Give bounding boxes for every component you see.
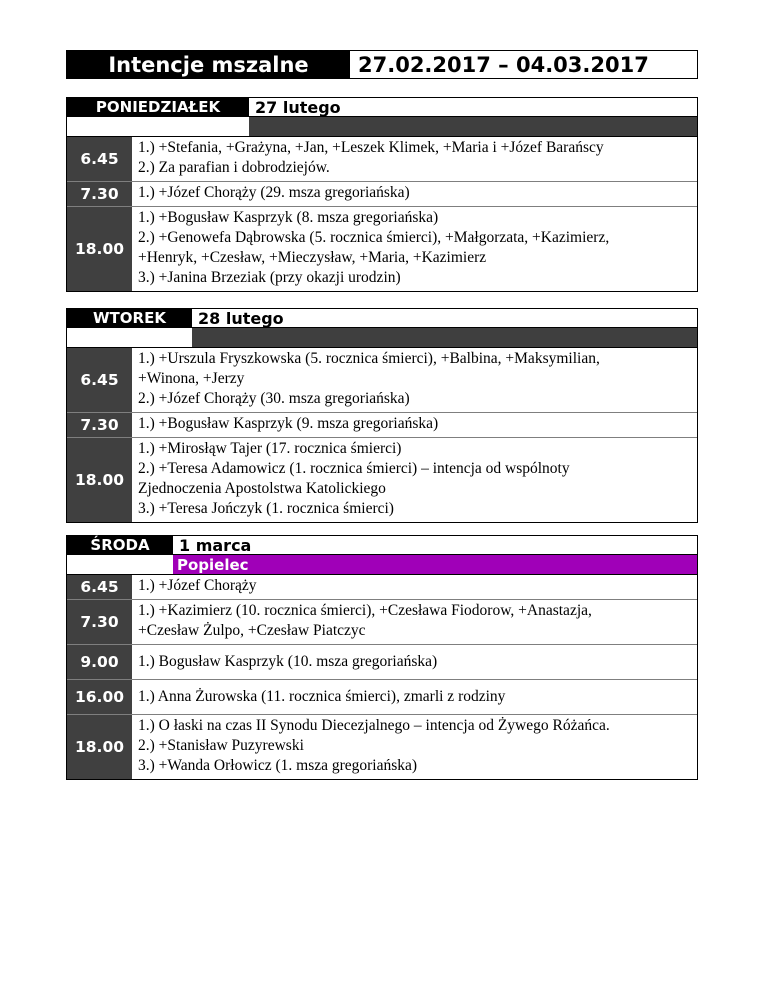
mass-time: 18.00	[67, 207, 132, 291]
day-name: ŚRODA	[67, 536, 173, 554]
mass-row	[67, 348, 697, 413]
day-header-bar	[192, 328, 697, 347]
mass-time: 18.00	[67, 438, 132, 522]
mass-intentions: 1.) +Józef Chorąży (29. msza gregoriańska)	[138, 184, 410, 201]
mass-time: 7.30	[67, 600, 132, 644]
mass-time: 9.00	[67, 645, 132, 679]
date-range: 27.02.2017 – 04.03.2017	[358, 52, 649, 77]
mass-intentions: 1.) +Bogusław Kasprzyk (8. msza gregoriańska) 2.) +Genowefa Dąbrowska (5. rocznica śmierci), +Małgorzata, +Kazimierz, +Henryk, +Czesław, +Mieczysław, +Maria, +Kazimierz 3.) +Janina Brzeziak (przy okazji urodzin)	[138, 209, 610, 286]
mass-row	[67, 680, 697, 715]
mass-intentions: 1.) +Urszula Fryszkowska (5. rocznica śmierci), +Balbina, +Maksymilian, +Winona, +Jerzy 2.) +Józef Chorąży (30. msza gregoriańska)	[138, 350, 600, 407]
mass-time: 6.45	[67, 575, 132, 599]
mass-row	[67, 645, 697, 680]
day-monday	[66, 97, 698, 292]
mass-row	[67, 137, 697, 182]
feast-name: Popielec	[173, 555, 697, 574]
mass-intentions: 1.) +Stefania, +Grażyna, +Jan, +Leszek Klimek, +Maria i +Józef Barańscy 2.) Za parafian i dobrodziejów.	[138, 139, 604, 176]
mass-intentions: 1.) O łaski na czas II Synodu Diecezjalnego – intencja od Żywego Różańca. 2.) +Stanisław Puzyrewski 3.) +Wanda Orłowicz (1. msza gregoriańska)	[138, 717, 610, 774]
day-tuesday	[66, 308, 698, 523]
page-title-bar	[66, 50, 698, 79]
mass-intentions: 1.) +Kazimierz (10. rocznica śmierci), +Czesława Fiodorow, +Anastazja, +Czesław Żulpo, +Czesław Piatczyc	[138, 602, 592, 639]
mass-time: 7.30	[67, 413, 132, 437]
day-wednesday	[66, 535, 698, 780]
day-name: WTOREK	[67, 309, 192, 327]
mass-time: 16.00	[67, 680, 132, 714]
mass-time: 6.45	[67, 137, 132, 181]
mass-time: 6.45	[67, 348, 132, 412]
page-title: Intencje mszalne	[67, 51, 350, 78]
mass-row	[67, 575, 697, 600]
mass-row	[67, 182, 697, 207]
mass-time: 7.30	[67, 182, 132, 206]
mass-row	[67, 438, 697, 522]
mass-row	[67, 413, 697, 438]
mass-row	[67, 207, 697, 291]
day-date: 1 marca	[179, 535, 252, 555]
mass-intentions: 1.) Anna Żurowska (11. rocznica śmierci), zmarli z rodziny	[138, 687, 506, 705]
day-date: 28 lutego	[198, 308, 284, 328]
day-name: PONIEDZIAŁEK	[67, 98, 249, 116]
mass-time: 18.00	[67, 715, 132, 779]
mass-intentions: 1.) +Mirosłąw Tajer (17. rocznica śmierci) 2.) +Teresa Adamowicz (1. rocznica śmierci) – intencja od wspólnoty Zjednoczenia Apostolstwa Katolickiego 3.) +Teresa Jończyk (1. rocznica śmierci)	[138, 440, 570, 517]
mass-row	[67, 715, 697, 779]
mass-intentions: 1.) Bogusław Kasprzyk (10. msza gregoriańska)	[138, 652, 438, 670]
mass-row	[67, 600, 697, 645]
day-date: 27 lutego	[255, 97, 341, 117]
mass-intentions: 1.) +Józef Chorąży	[138, 577, 257, 594]
day-header-bar	[249, 117, 697, 136]
mass-intentions: 1.) +Bogusław Kasprzyk (9. msza gregoriańska)	[138, 415, 439, 432]
